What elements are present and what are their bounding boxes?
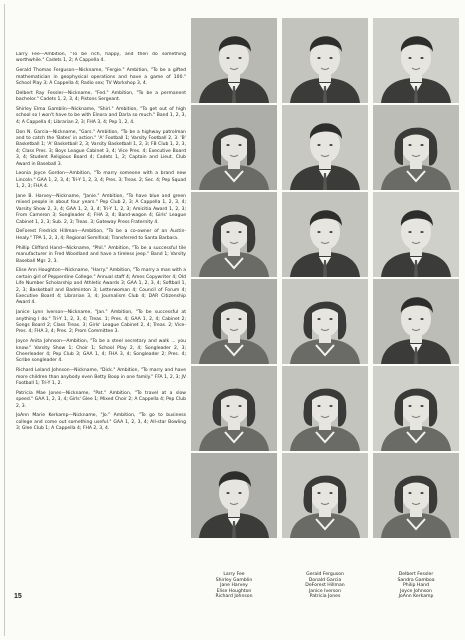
caption-name: Richard Johnson xyxy=(215,594,253,600)
student-bio: JoAnn Marie Kerkamp—Nickname, "Jo." Ambition, "To go to business college and come out something useful." GAA 1, 2, 3, 4; All-star Bowling 3; Glee Club 1; A Cappella 4; FHA 2, 3, 4. xyxy=(16,413,186,432)
student-portrait xyxy=(373,453,459,538)
student-portrait xyxy=(191,279,277,364)
student-bio: Janice Lynn Iverson—Nickname, "Jan." Ambition, "To be successful at anything I do." Tri-Y 1, 2, 3, 4; Treas. 1; Pres. 4; GAA 1, 2, 4; Cabinet 2; Songs Board 2; Class Treas. 3; Girls' League Cabinet 2, 4; Treas. 2; Vice-Pres. 4; FHA 3, 4; Pres. 2; Prom Committee 3. xyxy=(16,310,186,335)
student-portrait xyxy=(282,105,368,190)
caption-name: Elise Houghton xyxy=(216,588,252,594)
caption-name: DeForest Hillman xyxy=(305,583,345,589)
caption-column-middle xyxy=(282,572,368,600)
caption-name: Janice Iverson xyxy=(308,588,342,594)
caption-column-left xyxy=(191,572,277,600)
student-portrait xyxy=(282,279,368,364)
student-portrait xyxy=(282,18,368,103)
caption-name: Gerald Ferguson xyxy=(306,572,344,577)
student-portrait xyxy=(373,18,459,103)
caption-name: Jane Harvey xyxy=(220,583,248,589)
student-portrait xyxy=(373,105,459,190)
student-portrait xyxy=(282,192,368,277)
student-portrait xyxy=(191,18,277,103)
caption-name: Donald Garcia xyxy=(308,577,342,583)
caption-name: Sandra Gamboa xyxy=(397,577,435,583)
caption-name: Shirley Gamblin xyxy=(215,577,253,583)
photo-captions xyxy=(191,572,459,600)
student-portrait xyxy=(191,453,277,538)
student-portrait xyxy=(191,192,277,277)
student-bio: Jane B. Harvey—Nickname, "Janie." Ambition, "To have blue and green mixed people in about four years." Pep Club 2, 3; A Cappella 1, 2, 3, 4; Varsity Show 2, 3, 4; GAA 1, 2, 3, 4; Tri-Y 1, 2, 3; Amicitia Award 1, 2, 3; From Cameron 3; Songleader 4; FHA 3, 4; Band-wagon 4; Girls' League Cabinet 1, 2, 3; Sub. 2, 3; Treas. 3; Gateway Press Fraternity 4. xyxy=(16,194,186,225)
caption-name: Larry Fee xyxy=(223,572,245,577)
caption-name: Philip Hand xyxy=(403,583,429,589)
student-portrait xyxy=(373,366,459,451)
student-bio: Shirley Elma Gamblin—Nickname, "Shirl." Ambition, "To get out of high school so I won't have to be with Elnora and Darla so much." Band 1, 2, 3, 4; A Cappella 4; Librarian 2, 3; FHA 3, 4; Pep 1, 2, 4. xyxy=(16,107,186,125)
student-portrait xyxy=(373,279,459,364)
student-portrait xyxy=(191,105,277,190)
student-bio: Gerald Thomas Ferguson—Nickname, "Fergie." Ambition, "To be a gifted mathematician in geophysical operations and have a game of 100." School Play 3; A Cappella 4; Radio sex; TV Workshop 3, 4. xyxy=(16,68,186,87)
caption-name: Joyce Johnson xyxy=(400,588,432,594)
caption-name: JoAnn Kerkamp xyxy=(398,594,434,600)
photo-grid xyxy=(191,18,459,588)
bio-column xyxy=(16,52,186,587)
student-portrait xyxy=(191,366,277,451)
student-bio: Larry Fee—Ambition, "To be rich, happy, and then do something worthwhile." Cadets 1, 2; A Cappella 4. xyxy=(16,52,186,64)
student-portrait xyxy=(282,453,368,538)
student-portrait xyxy=(373,192,459,277)
student-bio: Delbert Ray Fessler—Nickname, "Fed." Ambition, "To be a permanent bachelor." Cadets 1, 2, 3, 4; Pistons Sergeant. xyxy=(16,90,186,103)
caption-name: Patricia Jones xyxy=(309,594,341,600)
student-portrait xyxy=(282,366,368,451)
student-bio: Phillip Clifford Hand—Nickname, "Phil." Ambition, "To be a successful tile manufacturer in Fred Woodland and have a tireless jeep." Band 1; Varsity Baseball Mgr. 2, 3. xyxy=(16,245,186,264)
page-number: 15 xyxy=(14,593,22,600)
student-bio: Patricia Mae Jones—Nickname, "Pat." Ambition, "To travel at a slow speed." GAA 1, 2, 3, 4; Girls' Glee 1; Mixed Choir 2; A Cappella 4; Pep Club 2, 3. xyxy=(16,390,186,409)
student-bio: Richard Leland Johnson—Nickname, "Dick." Ambition, "To marry and have more children than anybody even Betty Boop in one family." FFA 1, 2, 3; JV Football 1; Tri-Y 1, 2. xyxy=(16,368,186,386)
student-bio: Leonia Joyce Gordon—Ambition, "To marry someone with a brand new Lincoln." GAA 1, 2, 3, 4; Tri-Y 1, 2, 3, 4; Pres. 3; Treas. 2; Sec. 4; Pep Squad 1, 2, 3; FHA 4. xyxy=(16,171,186,190)
caption-column-right xyxy=(373,572,459,600)
caption-name: Delbert Fessler xyxy=(398,572,434,577)
student-bio: Joyce Anita Johnson—Ambition, "To be a steel secretary and walk ... you know." Varsity Show 1; Choir 1; School Play 2, 4; Songleader 2, 3; Cheerleader 4; Pep Club 3; GAA 1, 4; FHA 3, 4; Songleader 2; Pres. 4; Scribe songleader 4. xyxy=(16,339,186,364)
student-bio: Don N. Garcia—Nickname, "Gars." Ambition, "To be a highway patrolman and to catch the 'Bates' in action." 'A' Football 1; Varsity Football 2, 3. 'B' Basketball 1; 'A' Basketball 2, 3; Varsity Basketball 1, 2, 3; FB Club 1, 2, 3, 4; Class Pres. 3; Boys League Cabinet 3, 4; Vice Pres. 4; Executive Board 3, 4; Student Religious Board 4; Cadets 1, 2; Captain and Lieut. Club Award in Baseball 3. xyxy=(16,129,186,167)
student-bio: Elise Ann Houghton—Nickname, "Harry." Ambition, "To marry a man with a certain girl of Pepperdine College." Annual staff 4; Ames Copywriter 4; Old Life Number Scholarship and Athletic Awards 3; GAA 1, 2, 3, 4; Softball 1, 2, 3; Basketball and Badminton 3; Letterwoman 4; Council of Forum 4; Executive Board 4; Librarian 3, 4; Journalism Club 4; DAR Citizenship Award 4. xyxy=(16,268,186,306)
student-bio: DeForest Fredrick Hillman—Ambition, "To be a co-owner of an Austin-Healy." TPA 1, 2, 3, 4; Regional Semifinal; Transferred to Santa Barbara. xyxy=(16,229,186,241)
